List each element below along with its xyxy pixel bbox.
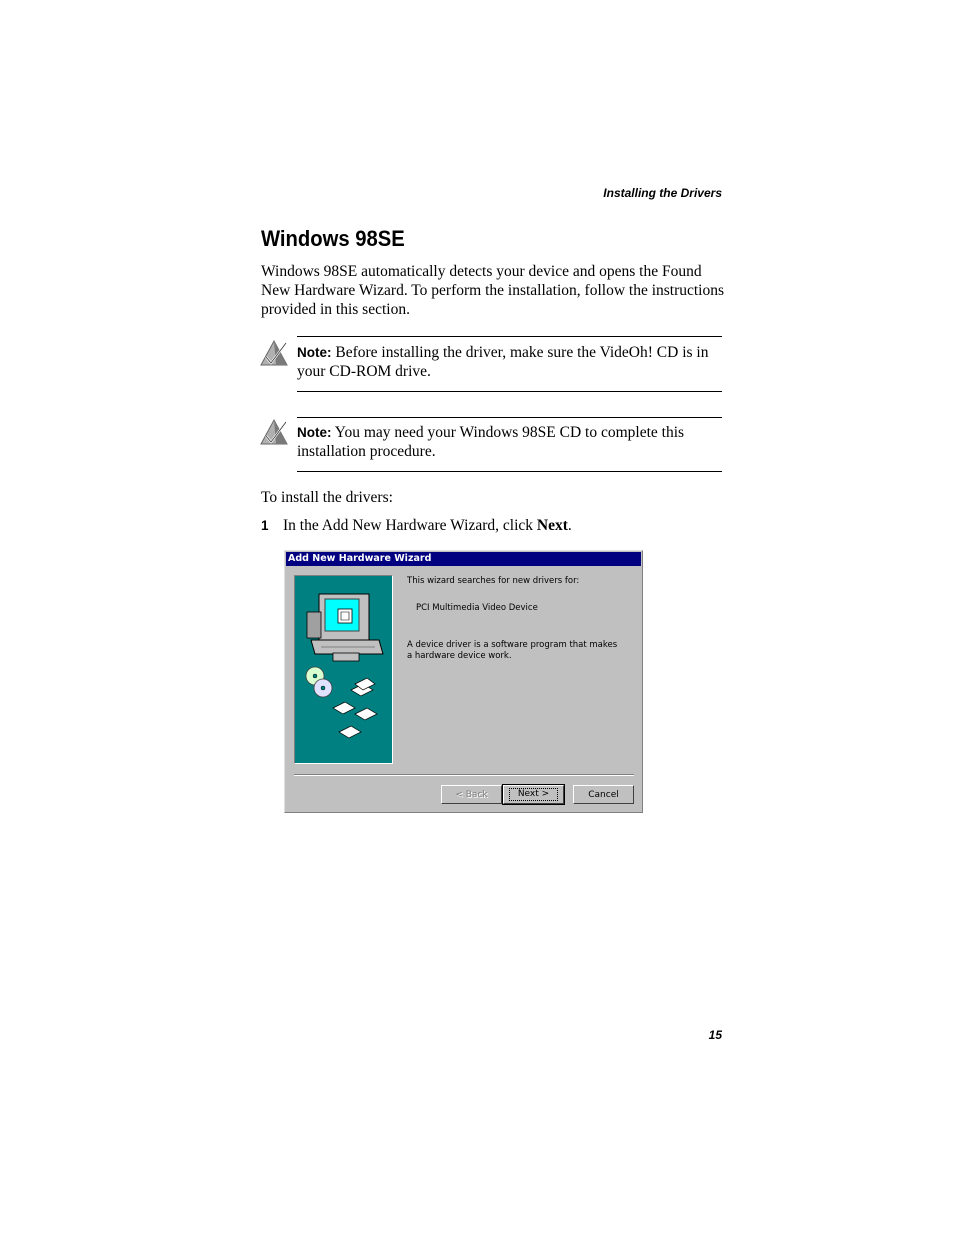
note-label: Note:	[297, 425, 332, 440]
step-text-after: .	[567, 517, 572, 534]
note-pencil-icon	[260, 339, 288, 367]
note-body: Before installing the driver, make sure the VideOh! CD is in your CD-ROM drive.	[297, 344, 709, 380]
note-body: You may need your Windows 98SE CD to complete this installation procedure.	[297, 424, 685, 460]
next-button[interactable]	[503, 785, 564, 804]
section-heading: Windows 98SE	[261, 226, 405, 251]
wizard-intro-text: This wizard searches for new drivers for:	[407, 576, 580, 586]
dialog-separator	[294, 774, 634, 776]
wizard-illustration-panel	[294, 575, 393, 764]
step-text	[283, 517, 572, 535]
lead-in-text: To install the drivers:	[261, 489, 393, 506]
page-number: 15	[708, 1028, 722, 1042]
add-new-hardware-wizard-dialog	[284, 550, 643, 813]
cancel-button[interactable]: Cancel	[573, 785, 634, 804]
intro-paragraph: Windows 98SE automatically detects your device and opens the Found New Hardware Wizard. To perform the installation, follow the instructions provided in this section.	[261, 263, 725, 318]
note-label: Note:	[297, 345, 332, 360]
wizard-description: A device driver is a software program that makes a hardware device work.	[407, 640, 618, 661]
running-head: Installing the Drivers	[603, 186, 722, 200]
step-bold-next: Next	[536, 517, 568, 534]
note-text-1	[297, 343, 722, 381]
computer-with-disks-icon	[295, 576, 392, 763]
note-text-2	[297, 423, 722, 461]
step-number: 1	[261, 518, 269, 533]
note-box-1	[297, 336, 722, 392]
dialog-title-bar: Add New Hardware Wizard	[286, 552, 641, 566]
device-name: PCI Multimedia Video Device	[416, 603, 538, 613]
note-box-2	[297, 417, 722, 472]
step-text-before: In the Add New Hardware Wizard, click	[283, 517, 537, 534]
back-button[interactable]: < Back	[441, 785, 502, 804]
note-pencil-icon	[260, 418, 288, 446]
next-button-label: Next >	[509, 788, 558, 801]
